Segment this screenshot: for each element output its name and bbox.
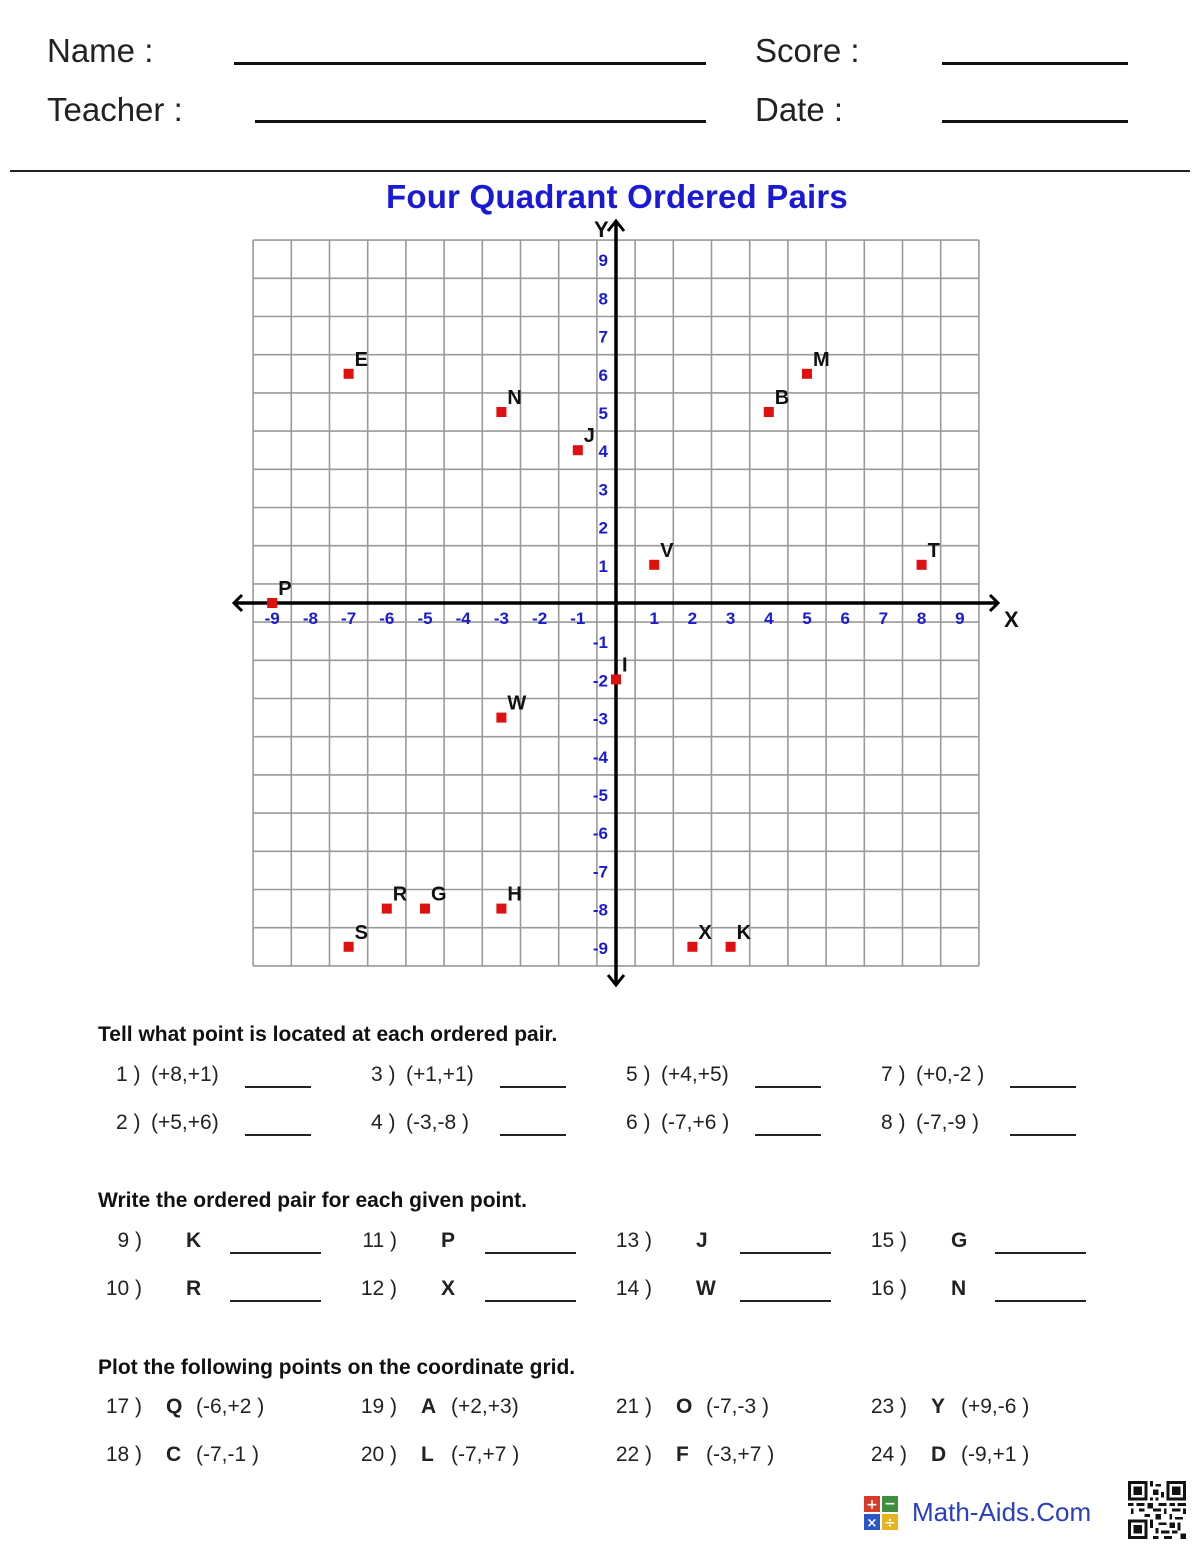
ordered-pair: (+2,+3)	[451, 1395, 519, 1418]
question-number: 8 )	[881, 1111, 906, 1134]
y-tick-label: -6	[592, 824, 608, 844]
section2-title: Write the ordered pair for each given point.	[98, 1189, 528, 1212]
y-tick-label: -1	[592, 633, 608, 653]
y-tick-label: -5	[592, 786, 608, 805]
question-number: 21 )	[615, 1395, 652, 1418]
question-number: 14 )	[615, 1277, 652, 1300]
question-number: 4 )	[371, 1111, 396, 1134]
x-tick-label: 5	[802, 609, 812, 628]
question-number: 3 )	[371, 1063, 396, 1086]
y-tick-label: 3	[598, 480, 608, 500]
x-axis-label: X	[1004, 607, 1019, 632]
point-label-i: I	[622, 654, 628, 677]
question-number: 9 )	[117, 1229, 142, 1252]
point-name: A	[421, 1395, 437, 1418]
ordered-pair: (+0,-2 )	[916, 1063, 985, 1086]
answer-blank[interactable]	[1010, 1134, 1076, 1136]
x-tick-label: 7	[878, 609, 889, 628]
point-name: D	[931, 1443, 947, 1466]
svg-text:−: −	[884, 1496, 896, 1512]
point-name: G	[951, 1229, 968, 1252]
ordered-pair: (-6,+2 )	[196, 1395, 265, 1418]
svg-text:×: ×	[866, 1516, 878, 1530]
answer-blank[interactable]	[245, 1134, 311, 1136]
ordered-pair: (-7,-9 )	[916, 1111, 979, 1134]
point-name: N	[951, 1277, 967, 1300]
ordered-pair: (-7,+6 )	[661, 1111, 730, 1134]
question-number: 17 )	[105, 1395, 142, 1418]
x-tick-label: 6	[840, 609, 850, 628]
x-tick-label: 9	[955, 609, 965, 628]
question-number: 6 )	[626, 1111, 651, 1134]
x-tick-label: -3	[493, 609, 509, 628]
point-name: O	[676, 1395, 693, 1418]
point-label-h: H	[507, 883, 522, 906]
answer-blank[interactable]	[245, 1086, 311, 1088]
x-tick-label: -5	[417, 609, 433, 628]
answer-blank[interactable]	[1010, 1086, 1076, 1088]
x-tick-label: -9	[264, 609, 280, 628]
point-marker-h[interactable]	[496, 904, 506, 914]
point-label-m: M	[813, 348, 830, 371]
point-name: X	[441, 1277, 456, 1300]
y-tick-label: -3	[592, 709, 608, 729]
point-label-p: P	[278, 578, 292, 600]
svg-text:+: +	[866, 1497, 878, 1513]
y-tick-label: 4	[598, 442, 608, 462]
question-number: 10 )	[105, 1277, 142, 1300]
question-number: 22 )	[615, 1443, 652, 1466]
x-tick-label: -8	[302, 609, 318, 628]
x-tick-label: -6	[379, 609, 395, 628]
point-marker-w[interactable]	[496, 713, 506, 723]
section3-title: Plot the following points on the coordinate grid.	[98, 1356, 576, 1379]
x-tick-label: 1	[649, 609, 659, 628]
y-tick-label: 6	[598, 365, 608, 385]
question-number: 15 )	[870, 1229, 907, 1252]
y-tick-label: 5	[598, 404, 608, 423]
answer-blank[interactable]	[755, 1086, 821, 1088]
point-label-v: V	[660, 539, 674, 562]
point-label-j: J	[583, 425, 595, 448]
point-marker-r[interactable]	[382, 904, 392, 914]
point-label-x: X	[698, 921, 712, 944]
question-number: 24 )	[870, 1443, 907, 1466]
question-number: 11 )	[362, 1229, 397, 1252]
question-number: 2 )	[116, 1111, 141, 1134]
ordered-pair: (+1,+1)	[406, 1063, 474, 1086]
ordered-pair: (-7,-1 )	[196, 1443, 259, 1466]
y-tick-label: 2	[598, 518, 608, 538]
question-number: 20 )	[360, 1443, 397, 1466]
point-marker-e[interactable]	[344, 369, 354, 379]
site-name[interactable]: Math-Aids.Com	[912, 1497, 1092, 1527]
y-tick-label: -2	[592, 671, 608, 691]
ordered-pair: (+8,+1)	[151, 1063, 219, 1086]
section1-title: Tell what point is located at each ordered pair.	[98, 1023, 558, 1046]
question-number: 1 )	[116, 1063, 141, 1086]
score-label: Score :	[755, 32, 860, 69]
y-tick-label: 1	[598, 556, 608, 576]
question-number: 7 )	[881, 1063, 906, 1086]
ordered-pair: (-3,-8 )	[406, 1111, 469, 1134]
answer-blank[interactable]	[230, 1300, 321, 1302]
point-label-b: B	[774, 387, 790, 409]
point-label-n: N	[507, 387, 522, 409]
y-tick-label: 7	[598, 327, 608, 347]
point-marker-i[interactable]	[611, 674, 621, 684]
name-label: Name :	[47, 32, 154, 69]
point-name: C	[166, 1443, 182, 1466]
point-marker-g[interactable]	[420, 904, 430, 914]
point-marker-b[interactable]	[764, 407, 774, 417]
point-name: F	[676, 1443, 689, 1466]
x-tick-label: -7	[341, 609, 357, 628]
point-label-e: E	[354, 348, 368, 371]
answer-blank[interactable]	[755, 1134, 821, 1136]
ordered-pair: (-7,+7 )	[451, 1443, 520, 1466]
point-label-w: W	[507, 692, 527, 715]
teacher-label: Teacher :	[47, 91, 183, 128]
point-name: Q	[166, 1395, 183, 1418]
svg-text:÷: ÷	[884, 1516, 896, 1530]
worksheet-title: Four Quadrant Ordered Pairs	[385, 178, 848, 215]
y-tick-label: 8	[598, 289, 608, 309]
point-name: Y	[931, 1395, 946, 1418]
point-marker-j[interactable]	[573, 445, 583, 455]
point-marker-s[interactable]	[344, 942, 354, 952]
x-tick-label: 2	[687, 609, 698, 628]
qr-code-icon	[1128, 1481, 1186, 1539]
answer-blank[interactable]	[230, 1252, 321, 1254]
question-number: 16 )	[870, 1277, 907, 1300]
ordered-pair: (-7,-3 )	[706, 1395, 769, 1418]
math-aids-logo-icon	[864, 1496, 898, 1530]
answer-blank[interactable]	[995, 1300, 1086, 1302]
question-number: 5 )	[626, 1063, 651, 1086]
answer-blank[interactable]	[485, 1300, 576, 1302]
ordered-pair: (+5,+6)	[151, 1111, 219, 1134]
point-name: K	[186, 1229, 202, 1252]
point-label-s: S	[354, 921, 368, 944]
point-name: P	[441, 1229, 456, 1252]
ordered-pair: (+9,-6 )	[961, 1395, 1030, 1418]
ordered-pair: (+4,+5)	[661, 1063, 729, 1086]
ordered-pair: (-9,+1 )	[961, 1443, 1030, 1466]
point-name: J	[696, 1229, 708, 1252]
question-number: 19 )	[360, 1395, 397, 1418]
x-tick-label: 3	[725, 609, 736, 628]
point-marker-k[interactable]	[726, 942, 736, 952]
x-tick-label: 4	[764, 609, 774, 628]
point-label-k: K	[736, 921, 752, 944]
y-tick-label: 9	[598, 251, 608, 271]
y-tick-label: -9	[592, 938, 608, 958]
ordered-pair: (-3,+7 )	[706, 1443, 775, 1466]
point-name: W	[696, 1277, 716, 1300]
point-marker-n[interactable]	[496, 407, 506, 417]
answer-blank[interactable]	[740, 1300, 831, 1302]
point-marker-m[interactable]	[802, 369, 812, 379]
question-number: 12 )	[360, 1277, 397, 1300]
point-label-g: G	[431, 883, 447, 906]
x-tick-label: -2	[532, 609, 548, 628]
point-label-t: T	[927, 539, 940, 562]
question-number: 18 )	[105, 1443, 142, 1466]
y-tick-label: -4	[592, 747, 608, 767]
answer-blank[interactable]	[500, 1134, 566, 1136]
date-label: Date :	[755, 91, 844, 128]
y-tick-label: -7	[592, 862, 608, 882]
answer-blank[interactable]	[740, 1252, 831, 1254]
x-tick-label: 8	[916, 609, 927, 628]
question-number: 23 )	[870, 1395, 907, 1418]
x-tick-label: -1	[570, 609, 586, 628]
point-name: L	[421, 1443, 434, 1466]
y-tick-label: -8	[592, 900, 608, 920]
answer-blank[interactable]	[485, 1252, 576, 1254]
point-marker-p[interactable]	[267, 598, 277, 608]
point-marker-x[interactable]	[687, 942, 697, 952]
x-tick-label: -4	[455, 609, 471, 628]
question-number: 13 )	[615, 1229, 652, 1252]
y-axis-label: Y	[594, 217, 609, 242]
point-marker-t[interactable]	[917, 560, 927, 570]
answer-blank[interactable]	[500, 1086, 566, 1088]
point-name: R	[186, 1277, 202, 1300]
answer-blank[interactable]	[995, 1252, 1086, 1254]
point-marker-v[interactable]	[649, 560, 659, 570]
point-label-r: R	[392, 883, 408, 906]
